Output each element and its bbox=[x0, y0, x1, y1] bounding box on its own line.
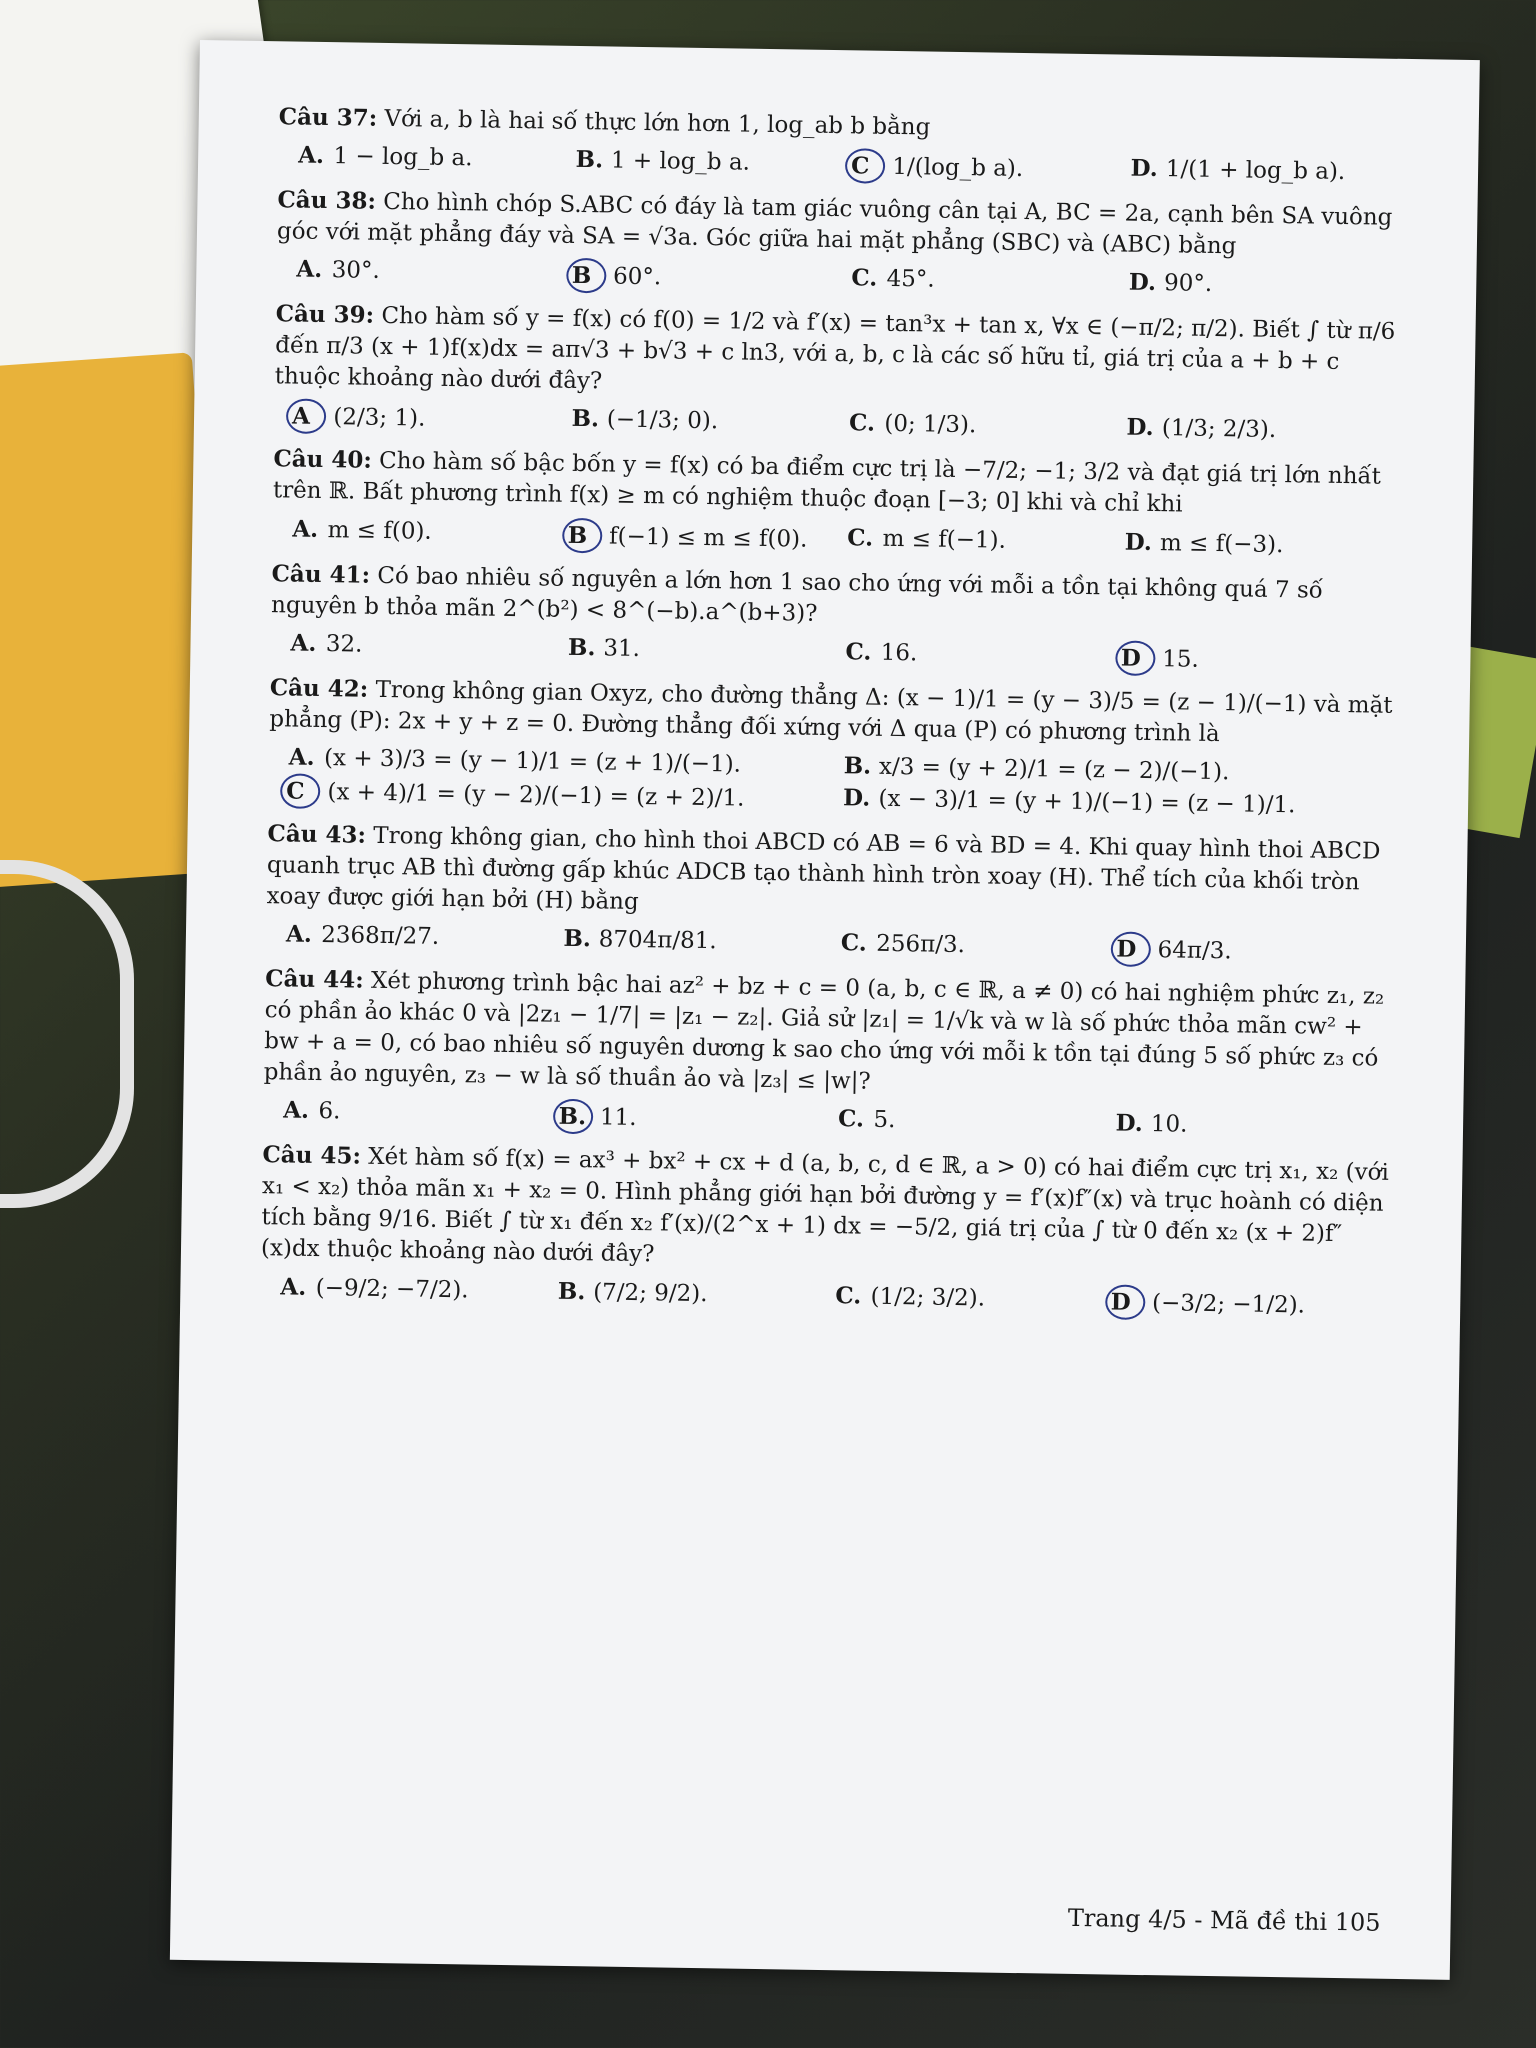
question-number: Câu 44: bbox=[265, 965, 364, 994]
answer-text: 256π/3. bbox=[875, 930, 966, 959]
answer-option[interactable] bbox=[575, 144, 853, 183]
answer-text: f(−1) ≤ m ≤ f(0). bbox=[608, 523, 808, 553]
answer-label: A. bbox=[288, 743, 315, 771]
answer-text: 16. bbox=[880, 639, 918, 666]
answer-text: (−1/3; 0). bbox=[606, 406, 719, 435]
answer-text: 6. bbox=[318, 1098, 341, 1125]
answer-text: 45°. bbox=[886, 266, 935, 293]
question-stem bbox=[274, 298, 1405, 410]
answer-text: 8704π/81. bbox=[598, 926, 717, 955]
question-list bbox=[260, 101, 1409, 1323]
answer-text: (2/3; 1). bbox=[333, 404, 426, 432]
answer-option[interactable] bbox=[1120, 640, 1401, 679]
answer-option[interactable] bbox=[1124, 526, 1402, 565]
answer-label: C. bbox=[837, 1105, 865, 1133]
answer-option[interactable] bbox=[845, 636, 1123, 675]
answer-text: (0; 1/3). bbox=[884, 411, 977, 439]
answer-option[interactable] bbox=[850, 148, 1131, 187]
question-stem bbox=[269, 672, 1400, 753]
answer-text: (7/2; 9/2). bbox=[592, 1278, 708, 1307]
answer-text: (1/2; 3/2). bbox=[870, 1283, 986, 1311]
circled-answer-label: A bbox=[286, 399, 327, 435]
question-item bbox=[274, 298, 1406, 451]
answer-option[interactable] bbox=[1118, 932, 1396, 971]
answer-label: A. bbox=[280, 1272, 307, 1301]
answer-option[interactable] bbox=[290, 627, 568, 666]
answer-option[interactable] bbox=[298, 140, 576, 179]
answer-text: 1/(1 + log_b a). bbox=[1165, 156, 1346, 186]
question-text: Cho hàm số bậc bốn y = f(x) có ba điểm cực trị là −7/2; −1; 3/2 và đạt giá trị lớn nhất trên ℝ. Bất phương trình f(x) ≥ m có nghiệm thuộc đoạn [−3; 0] khi và chỉ khi bbox=[272, 448, 1382, 518]
circled-answer-label: B. bbox=[552, 1099, 593, 1135]
circled-answer-label: D bbox=[1110, 931, 1151, 967]
question-number: Câu 45: bbox=[262, 1141, 362, 1170]
answer-option[interactable] bbox=[558, 1275, 836, 1314]
answer-options bbox=[288, 741, 1399, 826]
answer-option[interactable] bbox=[571, 403, 849, 442]
question-text: Trong không gian Oxyz, cho đường thẳng Δ: (x − 1)/1 = (y − 3)/5 = (z − 1)/(−1) và mặt phẳng (P): 2x + y + z = 0. Đường thẳng đối xứng với Δ qua (P) có phương trình là bbox=[269, 676, 1393, 747]
answer-option[interactable] bbox=[283, 1095, 561, 1134]
answer-text: m ≤ f(0). bbox=[327, 516, 432, 545]
answer-label: B. bbox=[575, 145, 604, 174]
answer-option[interactable] bbox=[1130, 153, 1408, 192]
answer-label: C. bbox=[845, 637, 872, 666]
answer-option[interactable] bbox=[286, 918, 564, 957]
answer-label: A. bbox=[290, 629, 317, 657]
answer-label: B. bbox=[567, 633, 596, 661]
answer-text: (x + 4)/1 = (y − 2)/(−1) = (z + 2)/1. bbox=[327, 778, 745, 812]
answer-option[interactable] bbox=[288, 773, 843, 817]
answer-label: C. bbox=[848, 409, 876, 438]
question-stem bbox=[273, 444, 1404, 525]
question-number: Câu 40: bbox=[273, 445, 373, 475]
answer-text: x/3 = (y + 2)/1 = (z − 2)/(−1). bbox=[878, 753, 1230, 786]
question-number: Câu 43: bbox=[267, 820, 367, 849]
answer-label: D. bbox=[1128, 268, 1157, 297]
circled-answer-label: C bbox=[845, 148, 886, 184]
answer-option[interactable] bbox=[568, 632, 846, 671]
question-stem bbox=[271, 558, 1402, 639]
answer-label: A. bbox=[282, 1096, 310, 1125]
answer-option[interactable] bbox=[841, 927, 1119, 966]
question-stem bbox=[277, 184, 1408, 265]
answer-option[interactable] bbox=[560, 1099, 838, 1138]
answer-option[interactable] bbox=[296, 254, 574, 293]
question-item bbox=[272, 444, 1403, 566]
answer-label: D. bbox=[842, 784, 871, 812]
answer-option[interactable] bbox=[571, 258, 852, 297]
answer-text: m ≤ f(−1). bbox=[882, 525, 1007, 554]
answer-option[interactable] bbox=[1129, 267, 1407, 306]
answer-option[interactable] bbox=[849, 408, 1127, 447]
answer-text: (x + 3)/3 = (y − 1)/1 = (z + 1)/(−1). bbox=[323, 744, 742, 778]
answer-label: D. bbox=[1124, 528, 1153, 556]
exam-page bbox=[170, 40, 1480, 1980]
question-text: Với a, b là hai số thực lớn hơn 1, log_ab b bằng bbox=[384, 105, 931, 141]
answer-label: C. bbox=[840, 929, 868, 957]
answer-text: 15. bbox=[1162, 645, 1199, 673]
answer-option[interactable] bbox=[851, 262, 1129, 301]
answer-text: 1/(log_b a). bbox=[892, 153, 1024, 182]
answer-option[interactable] bbox=[1126, 412, 1404, 451]
answer-label: A. bbox=[296, 255, 323, 284]
question-text: Trong không gian, cho hình thoi ABCD có AB = 6 và BD = 4. Khi quay hình thoi ABCD quanh trục AB thì đường gấp khúc ADCB tạo thành hình tròn xoay (H). Thể tích của khối tròn xoay được giới hạn bởi (H) bằng bbox=[266, 822, 1381, 915]
answer-label: D. bbox=[1115, 1109, 1143, 1138]
answer-option[interactable] bbox=[835, 1280, 1113, 1319]
question-item bbox=[266, 818, 1398, 971]
answer-text: 10. bbox=[1150, 1111, 1188, 1138]
answer-label: C. bbox=[847, 523, 874, 552]
answer-label: C. bbox=[851, 264, 878, 292]
answer-label: B. bbox=[571, 405, 600, 433]
answer-text: 32. bbox=[325, 630, 363, 658]
question-stem bbox=[266, 818, 1397, 930]
answer-text: m ≤ f(−3). bbox=[1159, 529, 1284, 558]
question-number: Câu 37: bbox=[278, 103, 378, 132]
answer-label: A. bbox=[285, 920, 313, 948]
answer-option[interactable] bbox=[569, 517, 847, 556]
question-stem bbox=[264, 963, 1396, 1106]
question-number: Câu 41: bbox=[271, 559, 371, 589]
question-item bbox=[270, 558, 1401, 680]
answer-text: (−9/2; −7/2). bbox=[315, 1274, 469, 1303]
answer-option[interactable] bbox=[563, 923, 841, 962]
question-item bbox=[268, 672, 1400, 826]
answer-text: 31. bbox=[603, 635, 641, 662]
question-text: Cho hình chóp S.ABC có đáy là tam giác vuông cân tại A, BC = 2a, cạnh bên SA vuông góc với mặt phẳng đáy và SA = √3a. Góc giữa hai mặt phẳng (SBC) và (ABC) bằng bbox=[276, 188, 1393, 260]
answer-label: A. bbox=[297, 141, 325, 170]
answer-text: 1 − log_b a. bbox=[333, 143, 473, 172]
circled-answer-label: B bbox=[566, 258, 607, 294]
question-text: Xét phương trình bậc hai az² + bz + c = 0 (a, b, c ∈ ℝ, a ≠ 0) có hai nghiệm phức z₁, z₂ có phần ảo khác 0 và |2z₁ − 1/7| = |z₁ − z₂|. Giả sử |z₁| = 1/√k và w là số phức thỏa mãn cw² + bw + a = 0, có bao nhiêu số nguyên dương k sao cho ứng với mỗi k tồn tại đúng 5 số phức z₃ có phần ảo nguyên, z₃ − w là số thuần ảo và |z₃| ≤ |w|? bbox=[263, 967, 1385, 1095]
circled-answer-label: D bbox=[1115, 640, 1156, 676]
question-text: Xét hàm số f(x) = ax³ + bx² + cx + d (a, b, c, d ∈ ℝ, a > 0) có hai điểm cực trị x₁, x₂ (với x₁ < x₂) thỏa mãn x₁ + x₂ = 0. Hình phẳng giới hạn bởi đường y = f′(x)f″(x) và trục hoành có diện tích bằng 9/16. Biết ∫ từ x₁ đến x₂ f′(x)/(2^x + 1) dx = −5/2, giá trị của ∫ từ 0 đến x₂ (x + 2)f″(x)dx thuộc khoảng nào dưới đây? bbox=[260, 1144, 1390, 1268]
question-item bbox=[260, 1139, 1392, 1323]
answer-label: B. bbox=[557, 1277, 586, 1305]
circled-answer-label: B bbox=[561, 517, 602, 553]
question-text: Cho hàm số y = f(x) có f(0) = 1/2 và f′(x) = tan³x + tan x, ∀x ∈ (−π/2; π/2). Biết ∫ từ π/6 đến π/3 (x + 1)f(x)dx = aπ√3 + b√3 + c ln3, với a, b, c là các số hữu tỉ, giá trị của a + b + c thuộc khoảng nào dưới đây? bbox=[274, 303, 1396, 395]
answer-option[interactable] bbox=[847, 522, 1125, 561]
answer-option[interactable] bbox=[1115, 1108, 1393, 1147]
answer-option[interactable] bbox=[843, 782, 1398, 826]
answer-label: C. bbox=[835, 1281, 862, 1310]
answer-option[interactable] bbox=[1110, 1284, 1391, 1323]
answer-text: 60°. bbox=[612, 263, 662, 291]
answer-text: (−3/2; −1/2). bbox=[1151, 1289, 1306, 1319]
answer-label: A. bbox=[292, 515, 319, 543]
question-text: Có bao nhiêu số nguyên a lớn hơn 1 sao cho ứng với mỗi a tồn tại không quá 7 số nguyên b thỏa mãn 2^(b²) < 8^(−b).a^(b+3)? bbox=[270, 562, 1324, 627]
answer-option[interactable] bbox=[291, 399, 572, 438]
answer-text: 5. bbox=[873, 1106, 896, 1134]
answer-text: 1 + log_b a. bbox=[610, 147, 751, 176]
question-stem bbox=[261, 1139, 1393, 1282]
answer-text: 90°. bbox=[1163, 270, 1213, 298]
background-cable bbox=[0, 860, 134, 1208]
question-number: Câu 39: bbox=[275, 300, 375, 330]
answer-label: B. bbox=[843, 751, 872, 780]
question-item bbox=[263, 963, 1395, 1147]
answer-option[interactable] bbox=[838, 1103, 1116, 1142]
answer-option[interactable] bbox=[280, 1271, 558, 1310]
answer-text: (1/3; 2/3). bbox=[1161, 415, 1277, 444]
answer-label: D. bbox=[1126, 413, 1154, 442]
answer-option[interactable] bbox=[292, 513, 570, 552]
answer-text: 64π/3. bbox=[1157, 937, 1232, 965]
question-number: Câu 42: bbox=[269, 673, 369, 703]
question-item bbox=[278, 101, 1409, 192]
answer-text: 30°. bbox=[331, 257, 380, 285]
answer-text: (x − 3)/1 = (y + 1)/(−1) = (z − 1)/1. bbox=[878, 785, 1296, 819]
page-footer: Trang 4/5 - Mã đề thi 105 bbox=[1067, 1903, 1381, 1937]
answer-text: 11. bbox=[599, 1104, 637, 1132]
question-number: Câu 38: bbox=[277, 186, 377, 215]
answer-text: 2368π/27. bbox=[321, 922, 440, 950]
circled-answer-label: D bbox=[1105, 1284, 1146, 1320]
answer-label: B. bbox=[563, 924, 592, 953]
answer-label: D. bbox=[1130, 154, 1158, 183]
circled-answer-label: C bbox=[280, 773, 321, 809]
question-item bbox=[276, 184, 1407, 306]
